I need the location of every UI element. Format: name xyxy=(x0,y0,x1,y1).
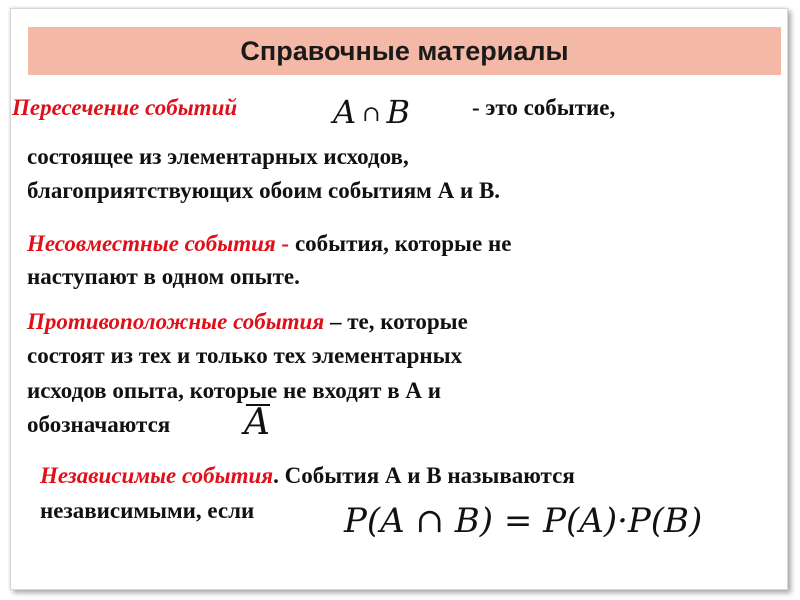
overline xyxy=(246,404,270,406)
incompatible-def: события, которые не xyxy=(294,231,512,256)
opposite-symbol-a-bar xyxy=(244,402,270,443)
intersection-line2: состоящее из элементарных исходов, xyxy=(27,144,409,169)
independence-formula: P(A ∩ B) = P(A)·P(B) xyxy=(344,501,703,541)
intersection-term: Пересечение событий xyxy=(12,95,238,120)
opposite-def: – те, которые xyxy=(324,309,468,334)
opposite-line2: состоят из тех и только тех элементарных xyxy=(27,343,463,368)
independent-line2: независимыми, если xyxy=(40,498,255,523)
opposite-term: Противоположные события xyxy=(27,309,325,334)
opposite-line4: обозначаются xyxy=(27,412,171,437)
intersection-line3: благоприятствующих обоим событиям А и В. xyxy=(27,178,501,203)
independent-def: . События А и В называются xyxy=(273,463,575,488)
opposite-symbol: A xyxy=(244,402,270,443)
intersection-formula xyxy=(333,93,410,131)
opposite-line3: исходов опыта, которые не входят в А и xyxy=(27,378,441,403)
incompatible-dash: - xyxy=(275,231,295,256)
opposite-line1 xyxy=(27,309,468,335)
intersection-symbol: ∩ xyxy=(362,102,381,127)
formula-b: B xyxy=(386,93,411,131)
intersection-definition-line1 xyxy=(12,95,237,121)
incompatible-line1 xyxy=(27,231,511,257)
incompatible-term: Несовместные события xyxy=(27,231,276,256)
incompatible-line2: наступают в одном опыте. xyxy=(27,264,300,289)
formula-a: A xyxy=(333,93,357,131)
intersection-def-suffix: - это событие, xyxy=(472,95,616,120)
independent-term: Независимые события xyxy=(40,463,274,488)
slide-title: Справочные материалы xyxy=(240,35,569,66)
independent-line1 xyxy=(40,463,575,489)
title-bar xyxy=(28,27,781,75)
